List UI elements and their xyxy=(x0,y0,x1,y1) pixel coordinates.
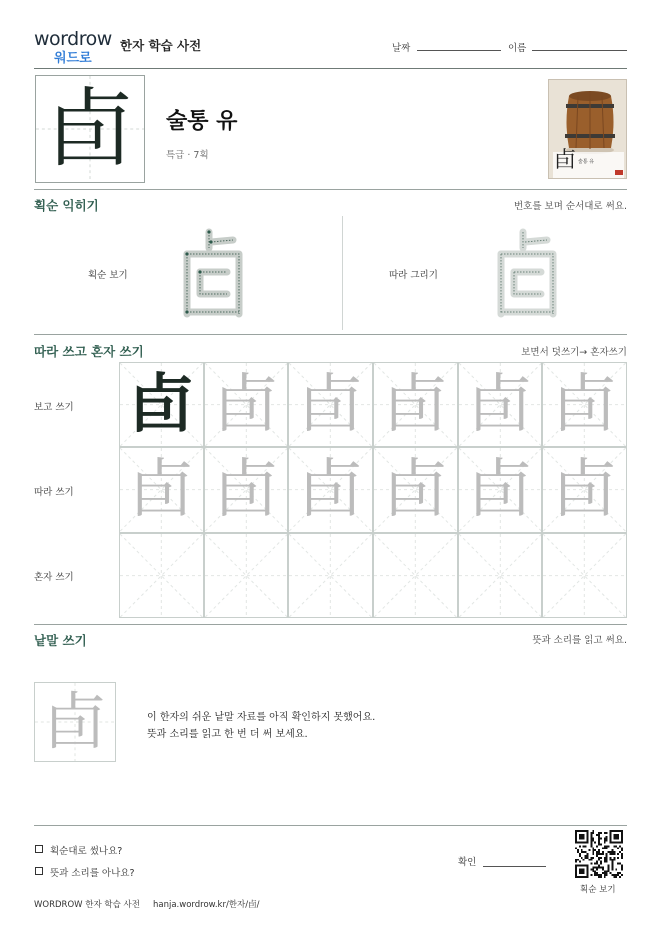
header-divider xyxy=(34,68,627,69)
ghost-char: 卣 xyxy=(213,367,278,442)
stroke-section-title: 획순 익히기 xyxy=(34,198,99,213)
practice-cell-view[interactable] xyxy=(288,362,373,447)
logo-korean: 워드로 xyxy=(54,51,92,66)
footer-divider xyxy=(34,825,627,826)
practice-cell-view[interactable] xyxy=(373,362,458,447)
qr-code[interactable] xyxy=(575,830,623,878)
ghost-char: 卣 xyxy=(552,367,617,442)
header-title: 한자 학습 사전 xyxy=(120,38,202,53)
stroke-view-figure xyxy=(173,222,253,322)
name-field[interactable] xyxy=(532,50,627,51)
hanja-thumbnail xyxy=(548,79,627,179)
practice-cell-solo[interactable] xyxy=(288,533,373,618)
model-char: 卣 xyxy=(129,366,194,442)
practice-divider xyxy=(34,624,627,625)
footer-url[interactable]: hanja.wordrow.kr/한자/卣/ xyxy=(153,900,260,910)
word-section-title: 낱말 쓰기 xyxy=(34,633,87,648)
confirm-field[interactable] xyxy=(483,866,546,867)
practice-section-title: 따라 쓰고 혼자 쓰기 xyxy=(34,344,144,359)
row-label-solo: 혼자 쓰기 xyxy=(34,572,74,583)
practice-cell-view[interactable] xyxy=(119,362,204,447)
thumbnail-label: 술통 유 xyxy=(578,159,595,165)
ghost-char: 卣 xyxy=(383,452,448,527)
practice-cell-solo[interactable] xyxy=(458,533,543,618)
cross-guide xyxy=(205,534,288,617)
date-field[interactable] xyxy=(417,50,501,51)
confirm-label: 확인 xyxy=(458,857,477,868)
practice-cell-solo[interactable] xyxy=(204,533,289,618)
ghost-char: 卣 xyxy=(298,367,363,442)
ghost-char: 卣 xyxy=(298,452,363,527)
checkbox-meaning-sound[interactable] xyxy=(35,867,43,875)
meaning-sound: 술통 유 xyxy=(166,109,238,134)
checkbox-stroke-order[interactable] xyxy=(35,845,43,853)
practice-cell-trace[interactable] xyxy=(288,447,373,532)
word-section-hint: 뜻과 소리를 읽고 써요. xyxy=(532,635,627,646)
practice-cell-trace[interactable] xyxy=(119,447,204,532)
cross-guide xyxy=(289,534,372,617)
stroke-divider-vertical xyxy=(342,216,343,330)
logo-wordmark: wordrow xyxy=(34,28,112,50)
stroke-trace-figure[interactable] xyxy=(487,222,567,322)
word-note-line2: 뜻과 소리를 읽고 한 번 더 써 보세요. xyxy=(147,729,308,740)
practice-cell-solo[interactable] xyxy=(119,533,204,618)
thumbnail-char: 卣 xyxy=(554,148,577,173)
practice-cell-trace[interactable] xyxy=(458,447,543,532)
check-stroke-order-label: 획순대로 썼나요? xyxy=(50,846,123,857)
name-label: 이름 xyxy=(508,43,527,54)
cross-guide xyxy=(543,534,626,617)
footer-brand: WORDROW 한자 학습 사전 xyxy=(34,900,140,910)
practice-cell-view[interactable] xyxy=(542,362,627,447)
practice-cell-view[interactable] xyxy=(204,362,289,447)
practice-cell-trace[interactable] xyxy=(373,447,458,532)
ghost-char: 卣 xyxy=(552,452,617,527)
ghost-char: 卣 xyxy=(213,452,278,527)
practice-cell-solo[interactable] xyxy=(373,533,458,618)
cross-guide xyxy=(374,534,457,617)
stroke-divider xyxy=(34,334,627,335)
practice-cell-trace[interactable] xyxy=(542,447,627,532)
word-hanja-box xyxy=(34,682,116,762)
hero-divider xyxy=(34,189,627,190)
row-label-view: 보고 쓰기 xyxy=(34,402,74,413)
main-hanja-box xyxy=(35,75,145,183)
ghost-char: 卣 xyxy=(129,452,194,527)
ghost-char: 卣 xyxy=(467,452,532,527)
word-hanja-char: 卣 xyxy=(43,685,106,758)
date-label: 날짜 xyxy=(392,43,411,54)
check-meaning-sound-label: 뜻과 소리를 아나요? xyxy=(50,868,135,879)
stroke-section-hint: 번호를 보며 순서대로 써요. xyxy=(513,201,627,212)
practice-section-hint: 보면서 덧쓰기→ 혼자쓰기 xyxy=(521,347,627,358)
grade-strokes: 특급 · 7획 xyxy=(166,150,209,161)
cross-guide xyxy=(459,534,542,617)
qr-label: 획순 보기 xyxy=(580,885,616,895)
stroke-trace-label: 따라 그리기 xyxy=(389,270,438,281)
stroke-view-label: 획순 보기 xyxy=(88,270,128,281)
cross-guide xyxy=(120,534,203,617)
practice-cell-trace[interactable] xyxy=(204,447,289,532)
ghost-char: 卣 xyxy=(383,367,448,442)
practice-cell-view[interactable] xyxy=(458,362,543,447)
ghost-char: 卣 xyxy=(467,367,532,442)
word-note-line1: 이 한자의 쉬운 낱말 자료를 아직 확인하지 못했어요. xyxy=(147,712,376,723)
row-label-trace: 따라 쓰기 xyxy=(34,487,74,498)
logo[interactable] xyxy=(34,28,114,64)
main-hanja-char: 卣 xyxy=(47,79,133,179)
practice-cell-solo[interactable] xyxy=(542,533,627,618)
